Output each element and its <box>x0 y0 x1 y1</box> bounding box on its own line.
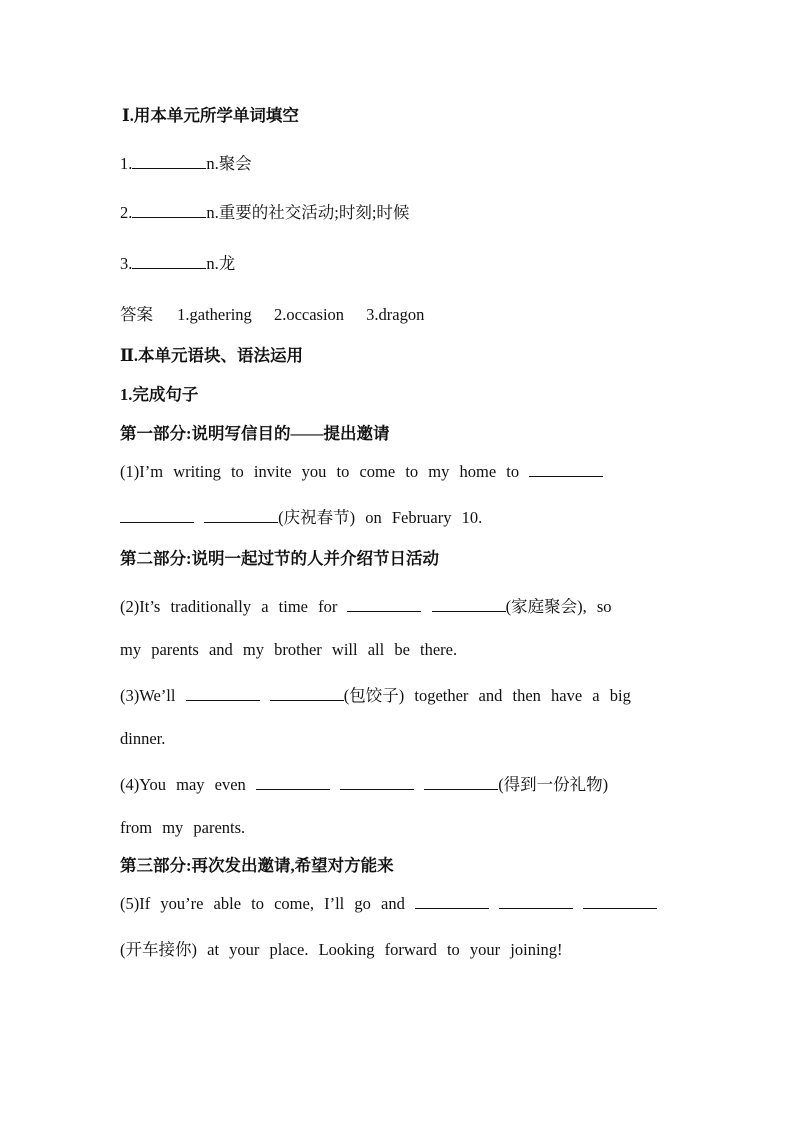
answer-1: 1.gathering <box>177 305 252 324</box>
answer-blank[interactable] <box>256 774 330 790</box>
item-number: 3. <box>120 254 133 273</box>
item-number: 1. <box>120 154 133 173</box>
part-1-title: 第一部分:说明写信目的——提出邀请 <box>120 424 390 443</box>
answer-3: 3.dragon <box>366 305 425 324</box>
section-2-heading: Ⅱ.本单元语块、语法运用 <box>120 346 304 365</box>
question-2-text: (2)It’s traditionally a time for <box>120 597 338 616</box>
item-number: 2. <box>120 203 133 222</box>
question-2-tail: so <box>596 597 612 616</box>
question-5-text: (5)If you’re able to come, I’ll go and <box>120 894 405 913</box>
item-meaning: n.龙 <box>206 254 236 273</box>
question-4-line-2: from my parents. <box>120 818 246 837</box>
question-5-line-1 <box>120 893 657 915</box>
question-5-hint: (开车接你) <box>120 940 197 959</box>
part-2-title: 第二部分:说明一起过节的人并介绍节日活动 <box>120 549 439 568</box>
vocab-item-1 <box>120 153 252 175</box>
answer-blank[interactable] <box>415 893 489 909</box>
question-5-line-2 <box>120 939 563 961</box>
question-1-line-2 <box>120 507 482 529</box>
section-2-subheading: 1.完成句子 <box>120 385 199 404</box>
answer-blank[interactable] <box>340 774 414 790</box>
item-meaning: n.重要的社交活动;时刻;时候 <box>206 203 410 222</box>
answer-blank[interactable] <box>529 461 603 477</box>
question-1-hint: (庆祝春节) <box>278 508 356 527</box>
question-3-tail: together and then have a big <box>414 686 631 705</box>
answer-blank[interactable] <box>270 685 344 701</box>
question-3-line-1 <box>120 685 631 707</box>
answer-blank[interactable] <box>186 685 260 701</box>
answer-blank[interactable] <box>499 893 573 909</box>
vocab-item-3 <box>120 253 235 275</box>
question-3-line-2: dinner. <box>120 729 166 748</box>
answer-blank[interactable] <box>132 202 206 218</box>
section-1-heading: Ⅰ.用本单元所学单词填空 <box>122 106 299 125</box>
answer-blank[interactable] <box>120 507 194 523</box>
question-3-text: (3)We’ll <box>120 686 176 705</box>
answer-blank[interactable] <box>132 253 206 269</box>
item-meaning: n.聚会 <box>206 154 252 173</box>
answer-blank[interactable] <box>424 774 498 790</box>
question-3-hint: (包饺子) <box>343 686 405 705</box>
answer-key <box>120 304 442 326</box>
answer-blank[interactable] <box>204 507 278 523</box>
answer-blank[interactable] <box>432 596 506 612</box>
question-4-text: (4)You may even <box>120 775 246 794</box>
answer-2: 2.occasion <box>273 305 345 324</box>
question-1-tail: on February 10. <box>365 508 483 527</box>
question-4-line-1 <box>120 774 608 796</box>
question-1-line-1 <box>120 461 603 483</box>
part-3-title: 第三部分:再次发出邀请,希望对方能来 <box>120 856 394 875</box>
vocab-item-2 <box>120 202 409 224</box>
answer-label: 答案 <box>120 305 153 324</box>
question-4-hint: (得到一份礼物) <box>498 775 609 794</box>
question-1-text: (1)I’m writing to invite you to come to my home to <box>120 462 520 481</box>
question-2-line-2: my parents and my brother will all be there. <box>120 640 458 659</box>
question-2-hint: (家庭聚会), <box>505 597 587 616</box>
question-5-tail: at your place. Looking forward to your joining! <box>207 940 563 959</box>
answer-blank[interactable] <box>347 596 421 612</box>
question-2-line-1 <box>120 596 612 618</box>
answer-blank[interactable] <box>583 893 657 909</box>
answer-blank[interactable] <box>132 153 206 169</box>
